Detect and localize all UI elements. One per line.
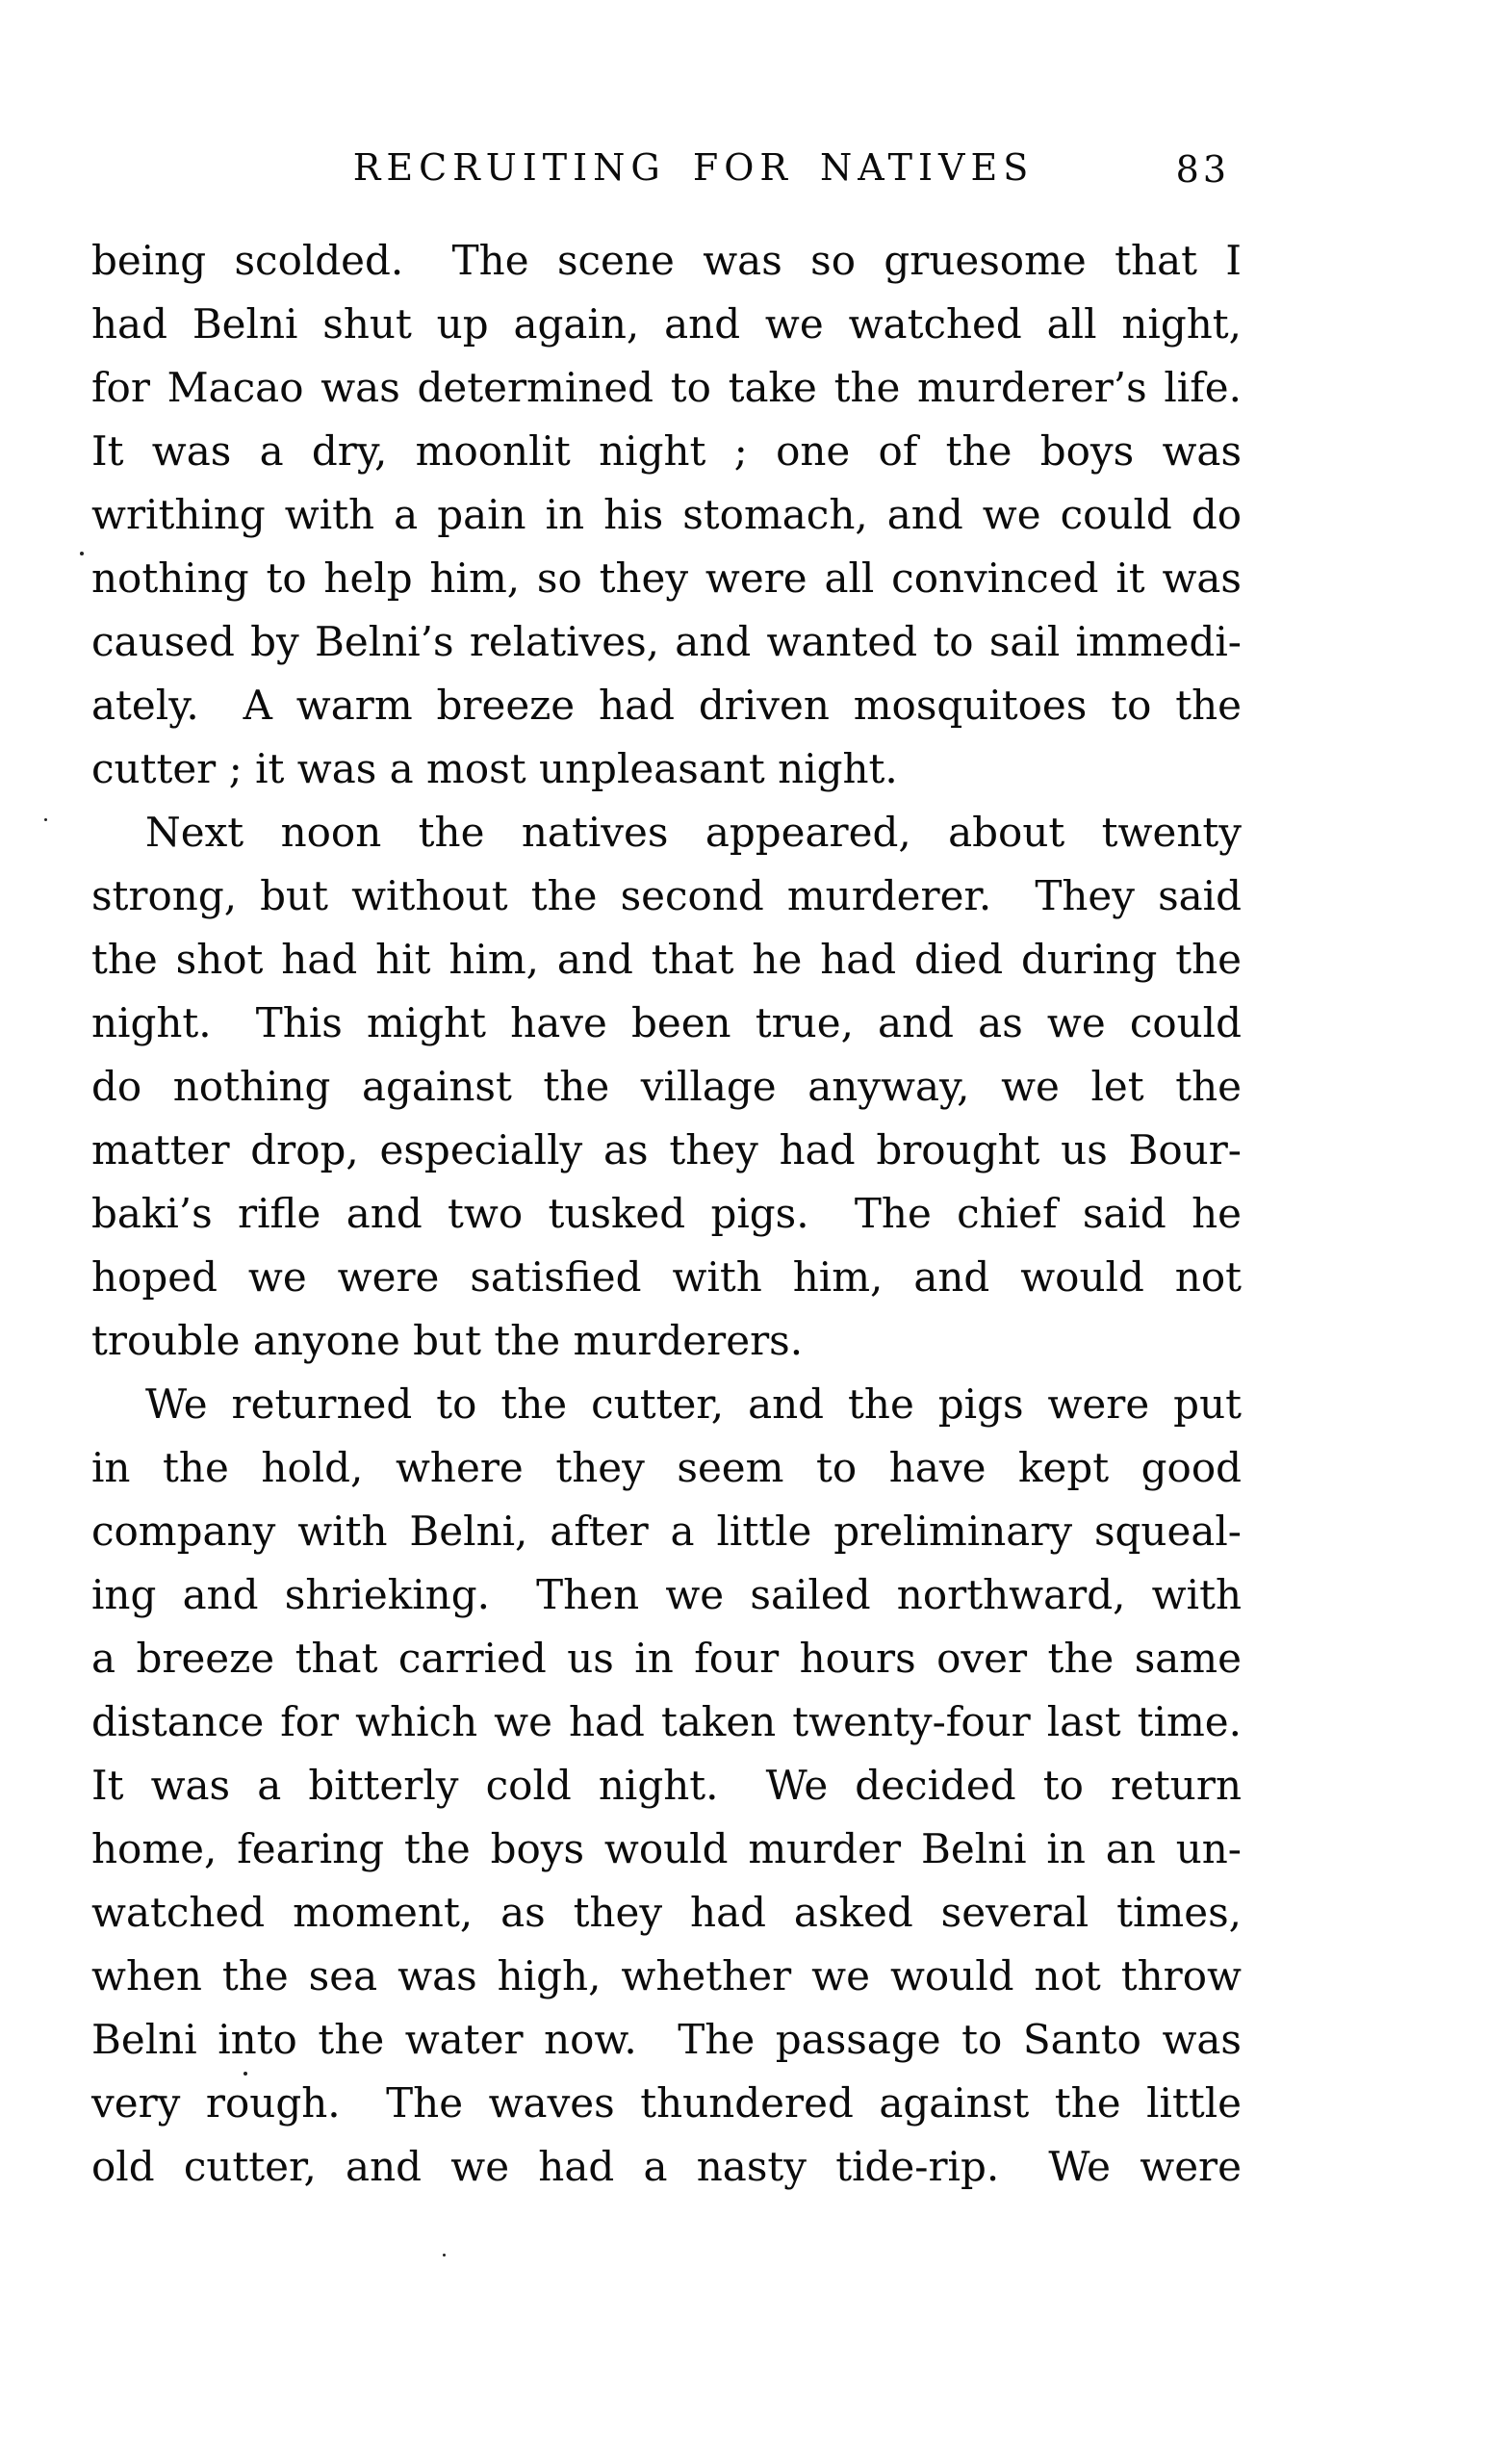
text-line: strong, but without the second murderer. They said: [91, 872, 1242, 919]
scan-speck: [443, 2254, 446, 2257]
text-line: for Macao was determined to take the murderer’s life.: [91, 364, 1242, 411]
text-line: ately. A warm breeze had driven mosquitoes to the: [91, 682, 1242, 729]
scan-speck: [80, 552, 84, 555]
text-line: old cutter, and we had a nasty tide-rip. We were: [91, 2143, 1242, 2190]
text-line: cutter ; it was a most unpleasant night.: [91, 745, 898, 792]
running-title: RECRUITING FOR NATIVES: [352, 146, 1035, 189]
text-line: when the sea was high, whether we would not throw: [91, 1952, 1242, 1999]
text-line: Belni into the water now. The passage to Santo was: [91, 2016, 1242, 2063]
page-number: 83: [1175, 148, 1230, 191]
text-line: home, fearing the boys would murder Belni in an un-: [91, 1825, 1242, 1872]
body-lines: [91, 229, 1242, 2199]
page-header: [91, 146, 1242, 204]
text-line: being scolded. The scene was so gruesome that I: [91, 237, 1242, 284]
text-line: do nothing against the village anyway, we let the: [91, 1063, 1242, 1110]
text-line: had Belni shut up again, and we watched all night,: [91, 300, 1242, 348]
text-line: matter drop, especially as they had brought us Bour-: [91, 1126, 1242, 1173]
text-line: writhing with a pain in his stomach, and we could do: [91, 491, 1242, 538]
body-text: [91, 229, 1242, 2199]
text-line: in the hold, where they seem to have kept good: [91, 1444, 1242, 1491]
text-line: It was a dry, moonlit night ; one of the boys was: [91, 427, 1242, 475]
text-line: trouble anyone but the murderers.: [91, 1317, 804, 1364]
text-line: very rough. The waves thundered against the little: [91, 2079, 1242, 2127]
scan-speck: [44, 818, 47, 821]
text-line: baki’s rifle and two tusked pigs. The chief said he: [91, 1190, 1242, 1237]
text-line: We returned to the cutter, and the pigs were put: [145, 1380, 1242, 1428]
text-line: company with Belni, after a little preliminary squeal-: [91, 1508, 1242, 1555]
text-line: caused by Belni’s relatives, and wanted to sail immedi-: [91, 618, 1242, 665]
text-line: Next noon the natives appeared, about twenty: [145, 809, 1242, 856]
text-line: a breeze that carried us in four hours over the same: [91, 1635, 1242, 1682]
text-line: ing and shrieking. Then we sailed northward, with: [91, 1571, 1242, 1618]
scan-speck: [243, 2072, 247, 2076]
text-line: watched moment, as they had asked several times,: [91, 1889, 1242, 1936]
text-line: hoped we were satisfied with him, and would not: [91, 1253, 1242, 1301]
text-line: the shot had hit him, and that he had died during the: [91, 936, 1242, 983]
text-line: night. This might have been true, and as we could: [91, 999, 1242, 1046]
text-line: distance for which we had taken twenty-four last time.: [91, 1698, 1242, 1745]
text-line: nothing to help him, so they were all convinced it was: [91, 554, 1242, 602]
text-line: It was a bitterly cold night. We decided to return: [91, 1762, 1242, 1809]
